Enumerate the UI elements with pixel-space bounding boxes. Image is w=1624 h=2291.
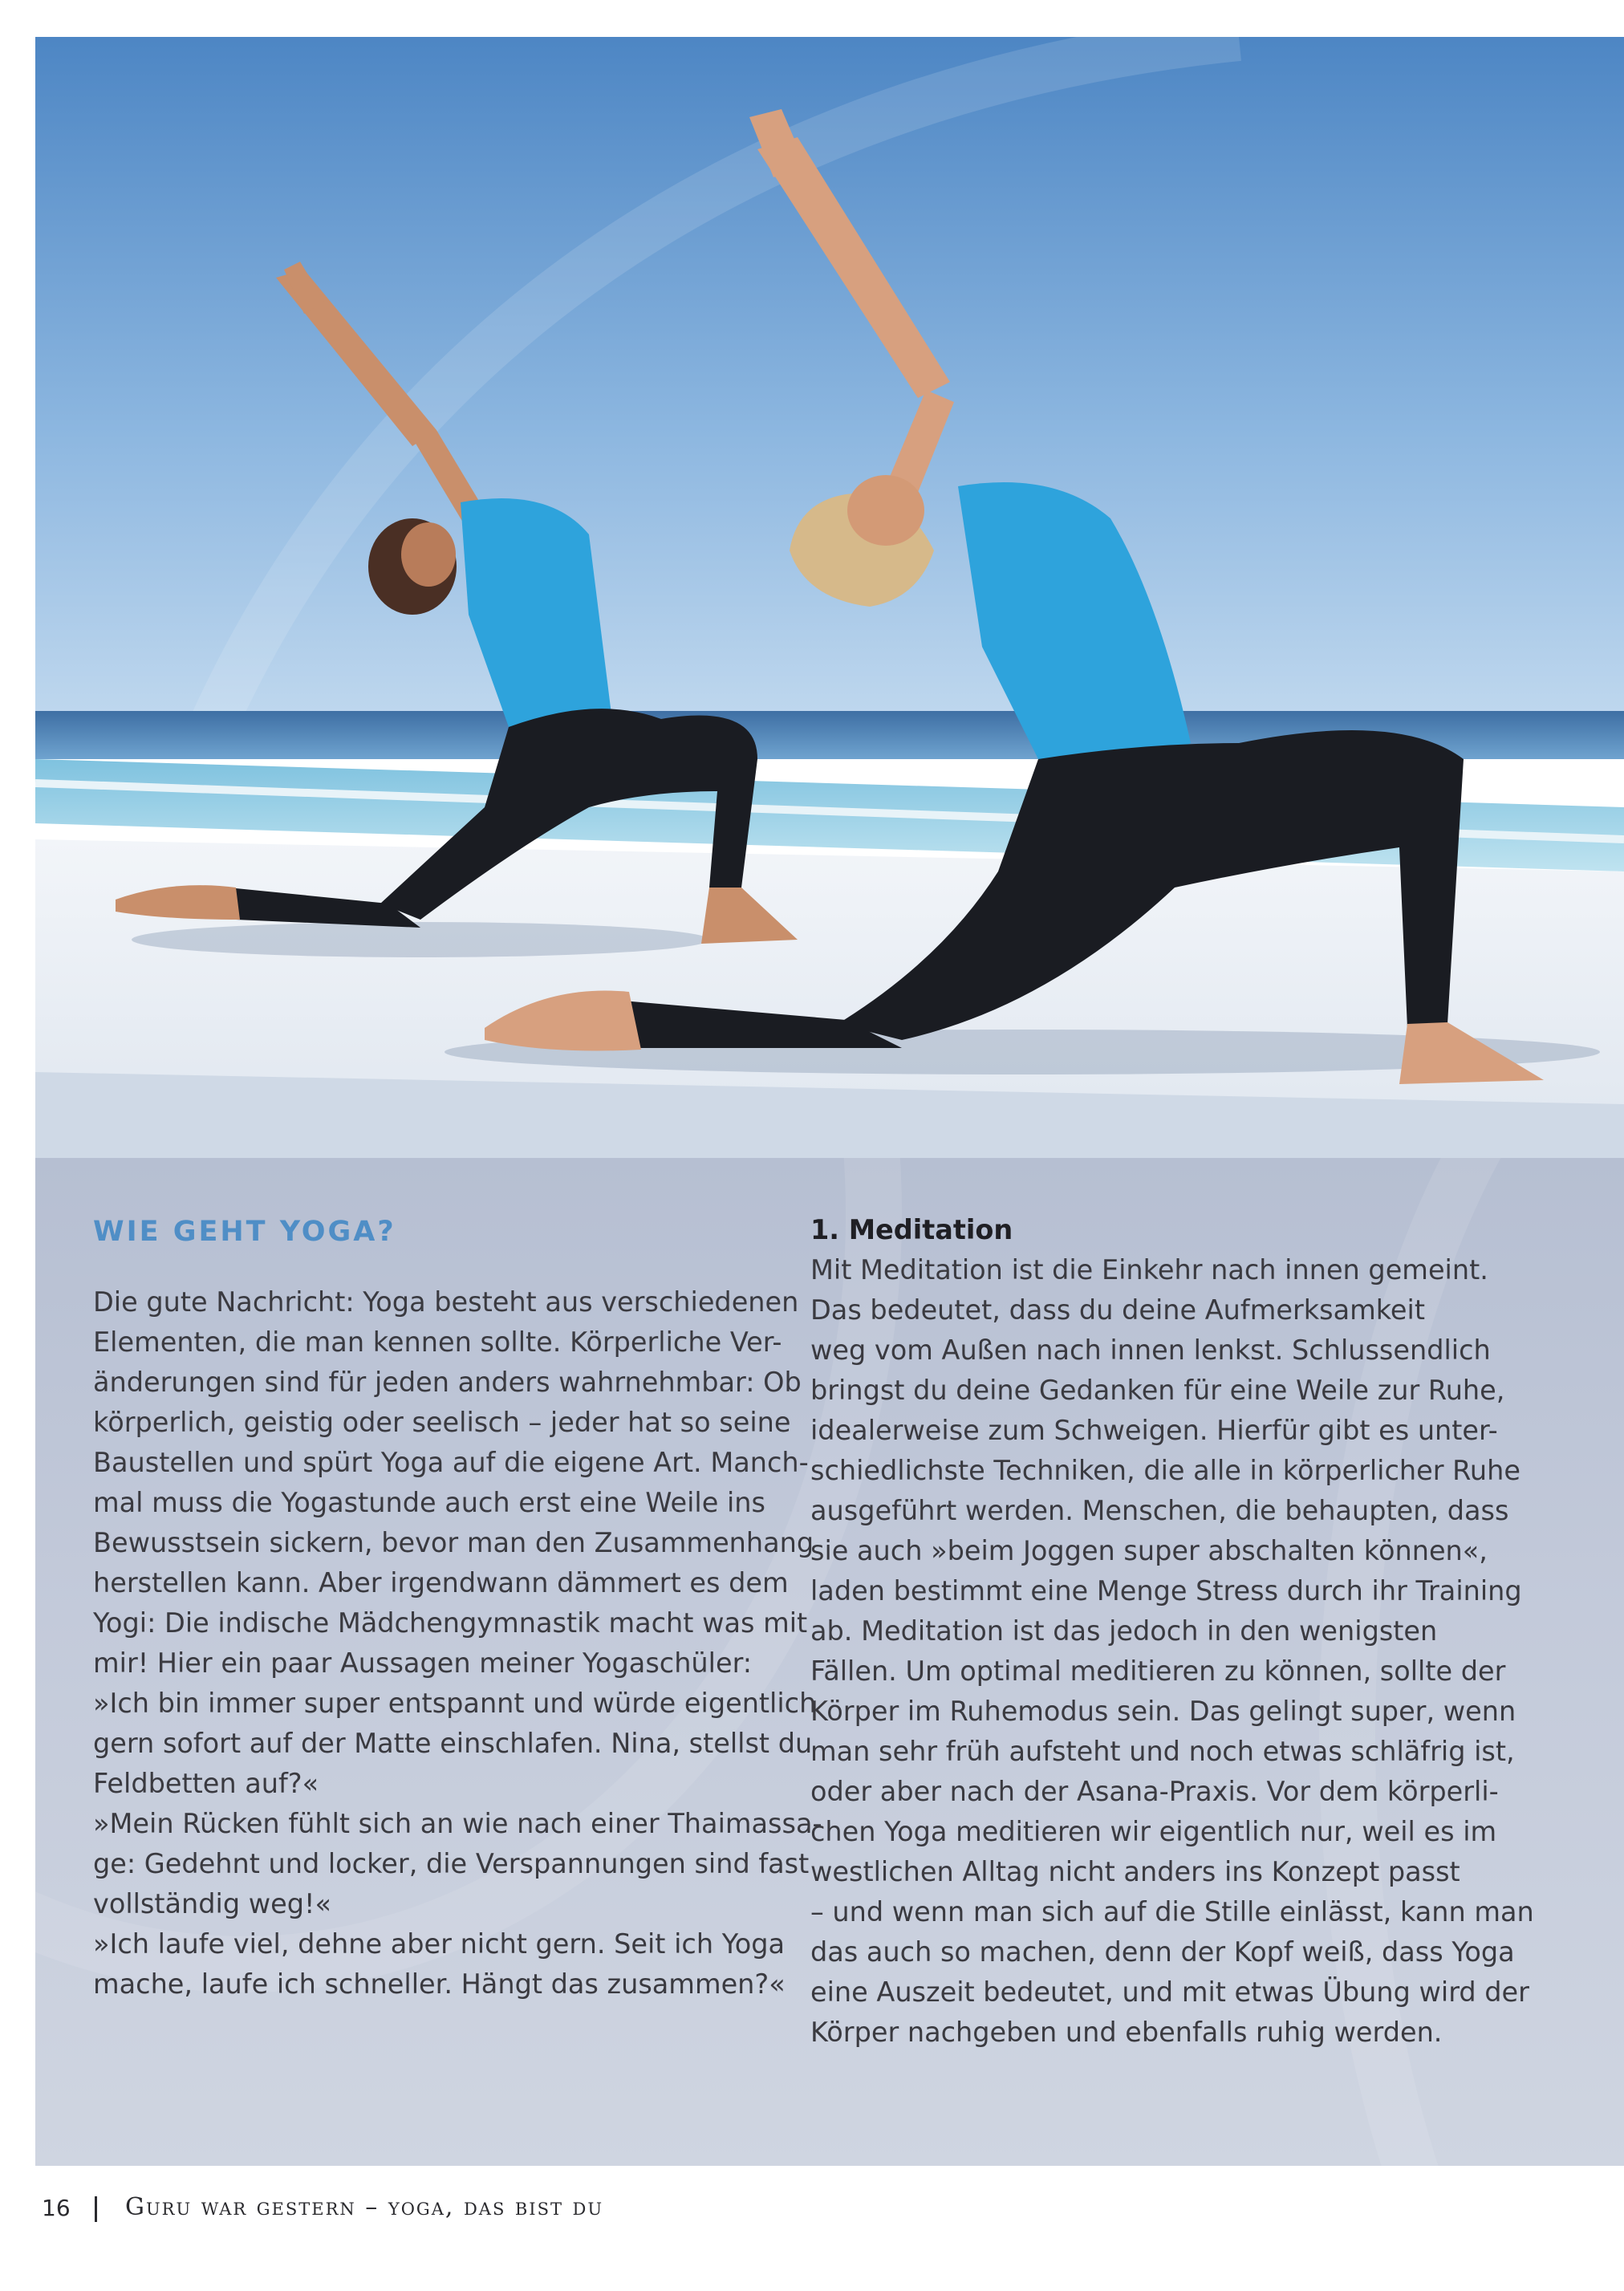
- left-line: Die gute Nachricht: Yoga besteht aus verschiedenen: [93, 1286, 799, 1318]
- footer-separator: [95, 2196, 97, 2222]
- right-line: man sehr früh aufsteht und noch etwas schläfrig ist,: [810, 1736, 1515, 1767]
- left-line: körperlich, geistig oder seelisch – jeder hat so seine: [93, 1407, 791, 1438]
- left-line: Yogi: Die indische Mädchengymnastik macht was mit: [93, 1607, 808, 1639]
- left-line: »Ich laufe viel, dehne aber nicht gern. Seit ich Yoga: [93, 1928, 786, 1960]
- right-line: Das bedeutet, dass du deine Aufmerksamkeit: [810, 1294, 1425, 1326]
- right-line: ausgeführt werden. Menschen, die behaupten, dass: [810, 1495, 1509, 1526]
- left-line: gern sofort auf der Matte einschlafen. Nina, stellst du: [93, 1728, 813, 1759]
- left-line: »Ich bin immer super entspannt und würde eigentlich: [93, 1688, 817, 1719]
- right-line: eine Auszeit bedeutet, und mit etwas Übung wird der: [810, 1976, 1529, 2008]
- left-line: Baustellen und spürt Yoga auf die eigene Art. Manch-: [93, 1447, 809, 1478]
- right-line: Mit Meditation ist die Einkehr nach innen gemeint.: [810, 1254, 1488, 1286]
- left-line: Feldbetten auf?«: [93, 1768, 319, 1799]
- right-line: bringst du deine Gedanken für eine Weile zur Ruhe,: [810, 1375, 1505, 1406]
- left-line: Elementen, die man kennen sollte. Körperliche Ver-: [93, 1326, 782, 1358]
- left-line: änderungen sind für jeden anders wahrnehmbar: Ob: [93, 1367, 802, 1398]
- left-line: mal muss die Yogastunde auch erst eine Weile ins: [93, 1487, 765, 1518]
- right-line: Fällen. Um optimal meditieren zu können, sollte der: [810, 1655, 1506, 1687]
- right-line: laden bestimmt eine Menge Stress durch ihr Training: [810, 1575, 1522, 1607]
- right-line: westlichen Alltag nicht anders ins Konzept passt: [810, 1856, 1460, 1887]
- left-line: mache, laufe ich schneller. Hängt das zusammen?«: [93, 1968, 786, 2000]
- right-line: das auch so machen, denn der Kopf weiß, dass Yoga: [810, 1936, 1515, 1968]
- text-panel: [35, 1158, 1624, 2166]
- right-column: [810, 1210, 1565, 2053]
- left-line: vollständig weg!«: [93, 1888, 331, 1919]
- right-line: – und wenn man sich auf die Stille einlässt, kann man: [810, 1896, 1534, 1927]
- subheading-meditation: 1. Meditation: [810, 1214, 1013, 1245]
- left-line: »Mein Rücken fühlt sich an wie nach einer Thaimassa-: [93, 1808, 822, 1839]
- left-line: Bewusstsein sickern, bevor man den Zusammenhang: [93, 1527, 814, 1558]
- right-line: idealerweise zum Schweigen. Hierfür gibt es unter-: [810, 1415, 1498, 1446]
- right-line: sie auch »beim Joggen super abschalten können«,: [810, 1535, 1488, 1566]
- running-title: Guru war gestern – yoga, das bist du: [125, 2193, 604, 2221]
- left-line: herstellen kann. Aber irgendwann dämmert es dem: [93, 1567, 789, 1598]
- page-footer: [0, 2166, 1624, 2291]
- yoga-illustration: [35, 37, 1624, 1158]
- right-line: Körper nachgeben und ebenfalls ruhig werden.: [810, 2017, 1443, 2048]
- left-line: ge: Gedehnt und locker, die Verspannungen sind fast: [93, 1848, 810, 1879]
- right-line: schiedlichste Techniken, die alle in körperlicher Ruhe: [810, 1455, 1521, 1486]
- yoga-photo: [35, 37, 1624, 1158]
- section-heading: WIE GEHT YOGA?: [93, 1216, 396, 1248]
- left-column: [93, 1282, 822, 2005]
- right-line: Körper im Ruhemodus sein. Das gelingt super, wenn: [810, 1696, 1516, 1727]
- right-line: ab. Meditation ist das jedoch in den wenigsten: [810, 1615, 1438, 1647]
- left-line: mir! Hier ein paar Aussagen meiner Yogaschüler:: [93, 1647, 753, 1679]
- page-number: 16: [42, 2195, 71, 2221]
- right-line: chen Yoga meditieren wir eigentlich nur, weil es im: [810, 1816, 1497, 1847]
- right-line: weg vom Außen nach innen lenkst. Schlussendlich: [810, 1334, 1491, 1366]
- right-line: oder aber nach der Asana-Praxis. Vor dem körperli-: [810, 1776, 1499, 1807]
